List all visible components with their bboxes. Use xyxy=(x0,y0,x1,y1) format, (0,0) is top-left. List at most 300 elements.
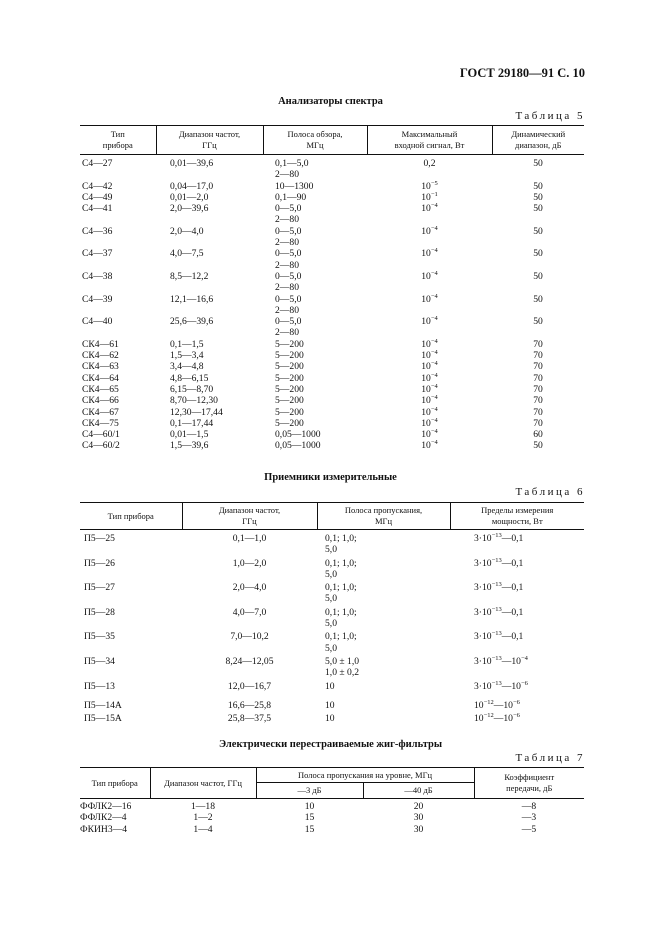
band-line: 0—5,0 xyxy=(275,293,302,305)
table6 xyxy=(80,502,584,724)
band-line: 5—200 xyxy=(275,383,304,395)
cell-band xyxy=(263,395,367,406)
cell-coef: —5 xyxy=(521,823,537,835)
table-row xyxy=(80,339,584,350)
cell-range: 1—4 xyxy=(193,823,213,835)
cell-signal xyxy=(367,248,492,271)
cell-band xyxy=(263,155,367,181)
cell-range: 0,01—1,5 xyxy=(170,429,209,441)
cell-signal xyxy=(367,226,492,249)
cell-type: С4—27 xyxy=(82,158,113,169)
cell-band-40db: 30 xyxy=(413,823,424,835)
cell-type: СК4—64 xyxy=(82,372,119,384)
table-row xyxy=(80,248,584,271)
cell-range: 0,04—17,0 xyxy=(170,180,214,192)
cell-range: 6,15—8,70 xyxy=(170,383,214,395)
table-row xyxy=(80,799,584,813)
cell-range: 0,01—2,0 xyxy=(170,191,209,203)
cell-type: П5—26 xyxy=(84,557,115,569)
cell-type: С4—41 xyxy=(82,203,113,215)
cell-dynamic: 50 xyxy=(533,440,543,452)
cell-band xyxy=(263,350,367,361)
band-line: 0,1; 1,0; xyxy=(325,606,357,618)
cell-band-3db: 15 xyxy=(304,823,315,835)
table-row xyxy=(80,711,584,724)
table-row xyxy=(80,696,584,711)
limit-exponent: −13 xyxy=(491,605,502,613)
signal-exponent: −4 xyxy=(430,315,438,323)
signal-base: 10 xyxy=(421,270,431,282)
band-line: 0,1—5,0 xyxy=(275,158,309,169)
cell-coef: —3 xyxy=(521,812,537,824)
band-line: 10 xyxy=(325,713,335,725)
band-line: 5—200 xyxy=(275,417,304,429)
signal-exponent: −4 xyxy=(430,439,438,447)
band-line: 2—80 xyxy=(275,214,299,226)
cell-signal xyxy=(367,203,492,226)
table6-label: Таблица 6 xyxy=(515,486,585,498)
signal-exponent: −4 xyxy=(430,292,438,300)
signal-base: 10 xyxy=(421,180,431,192)
cell-limits xyxy=(450,711,584,724)
limit-tail: —0,1 xyxy=(501,557,524,569)
table-row xyxy=(80,580,584,605)
cell-dynamic: 70 xyxy=(533,395,543,407)
table-row xyxy=(80,271,584,294)
table-row xyxy=(80,530,584,556)
signal-exponent: −1 xyxy=(430,190,438,198)
cell-type: П5—13 xyxy=(84,680,115,692)
cell-dynamic: 50 xyxy=(533,191,543,203)
signal-exponent: −4 xyxy=(430,202,438,210)
cell-dynamic: 70 xyxy=(533,417,543,429)
band-line: 5,0 ± 1,0 xyxy=(325,655,360,667)
cell-type: ФФЛК2—4 xyxy=(80,812,127,824)
band-line: 0,1; 1,0; xyxy=(325,557,357,569)
cell-band xyxy=(263,248,367,271)
band-line: 0—5,0 xyxy=(275,225,302,237)
table-row xyxy=(80,155,584,181)
cell-range: 2,0—39,6 xyxy=(170,203,209,215)
signal-base: 10 xyxy=(421,248,431,260)
band-line: 0—5,0 xyxy=(275,248,302,260)
cell-band xyxy=(263,373,367,384)
cell-range: 7,0—10,2 xyxy=(230,631,269,643)
signal-exponent: −4 xyxy=(430,349,438,357)
table-row xyxy=(80,350,584,361)
limit-base: 3·10 xyxy=(474,631,492,643)
cell-limits xyxy=(450,696,584,711)
band-line: 5—200 xyxy=(275,395,304,407)
cell-type: С4—36 xyxy=(82,225,113,237)
cell-range: 1,5—3,4 xyxy=(170,350,204,362)
band-line: 5,0 xyxy=(325,618,337,630)
table-row xyxy=(80,605,584,630)
cell-band xyxy=(317,556,450,581)
table-row xyxy=(80,440,584,451)
cell-signal xyxy=(367,407,492,418)
cell-type: С4—38 xyxy=(82,270,113,282)
cell-type: ФКИН3—4 xyxy=(80,823,128,835)
band-line: 10 xyxy=(325,680,335,692)
table7-header-band-group: Полоса пропускания на уровне, МГц xyxy=(256,768,474,783)
cell-type: СК4—67 xyxy=(82,406,119,418)
limit-base: 3·10 xyxy=(474,680,492,692)
cell-signal xyxy=(367,181,492,192)
signal-exponent: −4 xyxy=(430,394,438,402)
table-row xyxy=(80,361,584,372)
cell-type: С4—49 xyxy=(82,191,113,203)
table5-header-type: Тип прибора xyxy=(80,126,156,155)
band-line: 10—1300 xyxy=(275,180,314,192)
cell-range: 0,1—1,0 xyxy=(232,533,267,544)
cell-range: 3,4—4,8 xyxy=(170,361,204,373)
cell-band xyxy=(317,696,450,711)
cell-signal xyxy=(367,192,492,203)
cell-range: 1,5—39,6 xyxy=(170,440,209,452)
cell-dynamic: 50 xyxy=(533,158,543,169)
cell-signal xyxy=(367,350,492,361)
cell-type: СК4—75 xyxy=(82,417,119,429)
limit-exponent: −12 xyxy=(483,712,494,720)
cell-band xyxy=(263,181,367,192)
signal-exponent: −4 xyxy=(430,360,438,368)
cell-band xyxy=(317,654,450,679)
cell-type: П5—35 xyxy=(84,631,115,643)
cell-type: СК4—61 xyxy=(82,338,119,350)
cell-range: 25,6—39,6 xyxy=(170,316,214,328)
cell-band-40db: 30 xyxy=(413,812,424,824)
cell-range: 1,0—2,0 xyxy=(232,557,267,569)
cell-coef: —8 xyxy=(521,801,537,812)
limit-base: 3·10 xyxy=(474,606,492,618)
table-row xyxy=(80,181,584,192)
signal-base: 10 xyxy=(421,406,431,418)
cell-band xyxy=(263,384,367,395)
band-line: 0,05—1000 xyxy=(275,429,321,441)
cell-band xyxy=(317,629,450,654)
limit-tail: —10 xyxy=(493,699,513,711)
band-line: 0,05—1000 xyxy=(275,440,321,452)
cell-type: П5—25 xyxy=(84,533,115,544)
table-row xyxy=(80,654,584,679)
table-row xyxy=(80,556,584,581)
cell-dynamic: 50 xyxy=(533,270,543,282)
signal-base: 0,2 xyxy=(423,158,436,169)
cell-range: 4,8—6,15 xyxy=(170,372,209,384)
table7-header-range: Диапазон частот, ГГц xyxy=(150,768,256,799)
cell-range: 2,0—4,0 xyxy=(232,582,267,594)
table5-header-band: Полоса обзора, МГц xyxy=(263,126,367,155)
limit-base: 3·10 xyxy=(474,557,492,569)
cell-range: 2,0—4,0 xyxy=(170,225,204,237)
cell-dynamic: 70 xyxy=(533,361,543,373)
limit-exponent: −12 xyxy=(483,698,494,706)
band-line: 2—80 xyxy=(275,304,299,316)
cell-type: С4—40 xyxy=(82,316,113,328)
band-line: 2—80 xyxy=(275,169,299,181)
cell-limits xyxy=(450,629,584,654)
cell-type: П5—15А xyxy=(84,713,122,725)
cell-range: 16,6—25,8 xyxy=(227,699,272,711)
cell-range: 12,30—17,44 xyxy=(170,406,223,418)
cell-type: С4—60/2 xyxy=(82,440,120,452)
cell-dynamic: 50 xyxy=(533,180,543,192)
table-row xyxy=(80,429,584,440)
cell-limits xyxy=(450,679,584,696)
signal-exponent: −4 xyxy=(430,269,438,277)
cell-signal xyxy=(367,339,492,350)
cell-signal xyxy=(367,440,492,451)
signal-base: 10 xyxy=(421,429,431,441)
cell-range: 4,0—7,0 xyxy=(232,606,267,618)
signal-base: 10 xyxy=(421,383,431,395)
cell-signal xyxy=(367,361,492,372)
cell-limits xyxy=(450,556,584,581)
table7-header-coef: Коэффициент передачи, дБ xyxy=(474,768,584,799)
band-line: 2—80 xyxy=(275,282,299,294)
cell-type: СК4—66 xyxy=(82,395,119,407)
table7-section-title: Электрически перестраиваемые жиг-фильтры xyxy=(218,739,443,750)
limit-tail: —0,1 xyxy=(501,606,524,618)
table-row xyxy=(80,226,584,249)
cell-range: 12,0—16,7 xyxy=(227,680,272,692)
cell-band xyxy=(263,440,367,451)
page-header: ГОСТ 29180—91 С. 10 xyxy=(459,66,585,80)
table7-header-band-40db: —40 дБ xyxy=(363,783,474,799)
table5-header-dynamic: Динамический диапазон, дБ xyxy=(492,126,584,155)
cell-dynamic: 50 xyxy=(533,316,543,328)
table-row xyxy=(80,679,584,696)
cell-limits xyxy=(450,580,584,605)
limit-base: 10 xyxy=(474,699,484,711)
cell-band-3db: 10 xyxy=(304,801,315,812)
signal-exponent: −4 xyxy=(430,247,438,255)
band-line: 5,0 xyxy=(325,544,337,556)
signal-base: 10 xyxy=(421,350,431,362)
cell-band xyxy=(263,294,367,317)
limit-exponent: −13 xyxy=(491,532,502,539)
band-line: 5,0 xyxy=(325,568,337,580)
cell-dynamic: 70 xyxy=(533,338,543,350)
cell-signal xyxy=(367,271,492,294)
table7-label: Таблица 7 xyxy=(515,752,585,764)
cell-range: 12,1—16,6 xyxy=(170,293,214,305)
table6-header-limits: Пределы измерения мощности, Вт xyxy=(450,503,584,530)
cell-limits xyxy=(450,654,584,679)
limit-exponent: −13 xyxy=(491,679,502,687)
cell-band xyxy=(263,203,367,226)
limit-tail: —10 xyxy=(493,713,513,725)
band-line: 2—80 xyxy=(275,237,299,249)
signal-base: 10 xyxy=(421,316,431,328)
cell-range: 1—18 xyxy=(191,801,215,812)
cell-band xyxy=(263,361,367,372)
band-line: 0,1; 1,0; xyxy=(325,582,357,594)
band-line: 5,0 xyxy=(325,642,337,654)
cell-limits xyxy=(450,605,584,630)
signal-exponent: −4 xyxy=(430,382,438,390)
limit-base: 3·10 xyxy=(474,655,492,667)
band-line: 5,0 xyxy=(325,593,337,605)
table-row xyxy=(80,629,584,654)
cell-range: 25,8—37,5 xyxy=(227,713,272,725)
table7 xyxy=(80,767,584,835)
cell-signal xyxy=(367,316,492,339)
table6-header-range: Диапазон частот, ГГц xyxy=(182,503,317,530)
table-row xyxy=(80,418,584,429)
cell-dynamic: 70 xyxy=(533,383,543,395)
cell-type: С4—60/1 xyxy=(82,429,120,441)
cell-band xyxy=(317,580,450,605)
band-line: 0,1; 1,0; xyxy=(325,533,357,544)
table5 xyxy=(80,125,584,452)
cell-dynamic: 70 xyxy=(533,372,543,384)
signal-exponent: −5 xyxy=(430,179,438,187)
signal-base: 10 xyxy=(421,395,431,407)
band-line: 0—5,0 xyxy=(275,203,302,215)
table5-label: Таблица 5 xyxy=(515,110,585,122)
cell-band xyxy=(263,316,367,339)
cell-band xyxy=(263,418,367,429)
signal-exponent: −4 xyxy=(430,428,438,436)
cell-dynamic: 70 xyxy=(533,350,543,362)
cell-dynamic: 50 xyxy=(533,293,543,305)
table6-section-title: Приемники измерительные xyxy=(264,472,397,483)
table5-header-range: Диапазон частот, ГГц xyxy=(156,126,263,155)
cell-range: 0,1—17,44 xyxy=(170,417,214,429)
cell-limits xyxy=(450,530,584,556)
band-line: 5—200 xyxy=(275,338,304,350)
signal-exponent: −4 xyxy=(430,224,438,232)
cell-dynamic: 50 xyxy=(533,203,543,215)
table-row xyxy=(80,395,584,406)
cell-band xyxy=(263,226,367,249)
cell-band xyxy=(263,407,367,418)
table-row xyxy=(80,294,584,317)
cell-dynamic: 70 xyxy=(533,406,543,418)
limit-exponent: −13 xyxy=(491,556,502,564)
cell-type: П5—27 xyxy=(84,582,115,594)
signal-base: 10 xyxy=(421,225,431,237)
signal-base: 10 xyxy=(421,338,431,350)
cell-range: 1—2 xyxy=(193,812,213,824)
limit-exponent-2: −4 xyxy=(520,654,528,662)
cell-type: С4—39 xyxy=(82,293,113,305)
cell-range: 4,0—7,5 xyxy=(170,248,204,260)
table7-header-type: Тип прибора xyxy=(80,768,150,799)
table-row xyxy=(80,316,584,339)
cell-signal xyxy=(367,429,492,440)
signal-base: 10 xyxy=(421,361,431,373)
band-line: 5—200 xyxy=(275,361,304,373)
table7-header-band-3db: —3 дБ xyxy=(256,783,363,799)
table-row xyxy=(80,373,584,384)
table-row xyxy=(80,192,584,203)
table-row xyxy=(80,384,584,395)
cell-band-3db: 15 xyxy=(304,812,315,824)
table6-header-band: Полоса пропускания, МГц xyxy=(317,503,450,530)
signal-exponent: −4 xyxy=(430,416,438,424)
cell-band xyxy=(263,339,367,350)
cell-type: С4—37 xyxy=(82,248,113,260)
limit-exponent-2: −6 xyxy=(512,712,520,720)
band-line: 1,0 ± 0,2 xyxy=(325,667,360,679)
cell-signal xyxy=(367,384,492,395)
cell-band xyxy=(263,429,367,440)
band-line: 5—200 xyxy=(275,406,304,418)
cell-signal xyxy=(367,373,492,384)
cell-type: СК4—62 xyxy=(82,350,119,362)
limit-base: 3·10 xyxy=(474,582,492,594)
band-line: 0,1; 1,0; xyxy=(325,631,357,643)
limit-exponent-2: −6 xyxy=(512,698,520,706)
cell-band xyxy=(317,605,450,630)
table-row xyxy=(80,407,584,418)
cell-signal xyxy=(367,294,492,317)
signal-base: 10 xyxy=(421,191,431,203)
cell-band xyxy=(263,271,367,294)
signal-base: 10 xyxy=(421,293,431,305)
limit-tail: —0,1 xyxy=(501,631,524,643)
limit-tail: —0,1 xyxy=(501,582,524,594)
limit-tail: —10 xyxy=(501,680,521,692)
table-row xyxy=(80,203,584,226)
cell-type: П5—14А xyxy=(84,699,122,711)
limit-tail: —0,1 xyxy=(501,533,524,544)
cell-type: ФФЛК2—16 xyxy=(80,801,132,812)
band-line: 0,1—90 xyxy=(275,191,307,203)
signal-base: 10 xyxy=(421,440,431,452)
cell-band xyxy=(317,530,450,556)
cell-dynamic: 50 xyxy=(533,248,543,260)
limit-tail: —10 xyxy=(501,655,521,667)
limit-base: 10 xyxy=(474,713,484,725)
cell-band xyxy=(317,711,450,724)
band-line: 5—200 xyxy=(275,350,304,362)
limit-exponent-2: −6 xyxy=(520,679,528,687)
cell-type: СК4—63 xyxy=(82,361,119,373)
table-row xyxy=(80,812,584,823)
cell-signal xyxy=(367,395,492,406)
limit-exponent: −13 xyxy=(491,630,502,638)
band-line: 2—80 xyxy=(275,327,299,339)
cell-type: СК4—65 xyxy=(82,383,119,395)
band-line: 5—200 xyxy=(275,372,304,384)
cell-dynamic: 60 xyxy=(533,429,543,441)
signal-base: 10 xyxy=(421,203,431,215)
cell-type: С4—42 xyxy=(82,180,113,192)
cell-range: 0,1—1,5 xyxy=(170,338,204,350)
cell-type: П5—34 xyxy=(84,655,115,667)
cell-band xyxy=(317,679,450,696)
signal-base: 10 xyxy=(421,417,431,429)
cell-dynamic: 50 xyxy=(533,225,543,237)
limit-exponent: −13 xyxy=(491,654,502,662)
limit-base: 3·10 xyxy=(474,533,492,544)
cell-signal xyxy=(367,155,492,181)
band-line: 10 xyxy=(325,699,335,711)
cell-band xyxy=(263,192,367,203)
cell-range: 8,70—12,30 xyxy=(170,395,218,407)
cell-band-40db: 20 xyxy=(413,801,424,812)
signal-base: 10 xyxy=(421,372,431,384)
signal-exponent: −4 xyxy=(430,405,438,413)
cell-signal xyxy=(367,418,492,429)
limit-exponent: −13 xyxy=(491,581,502,589)
band-line: 0—5,0 xyxy=(275,316,302,328)
table-row xyxy=(80,824,584,835)
